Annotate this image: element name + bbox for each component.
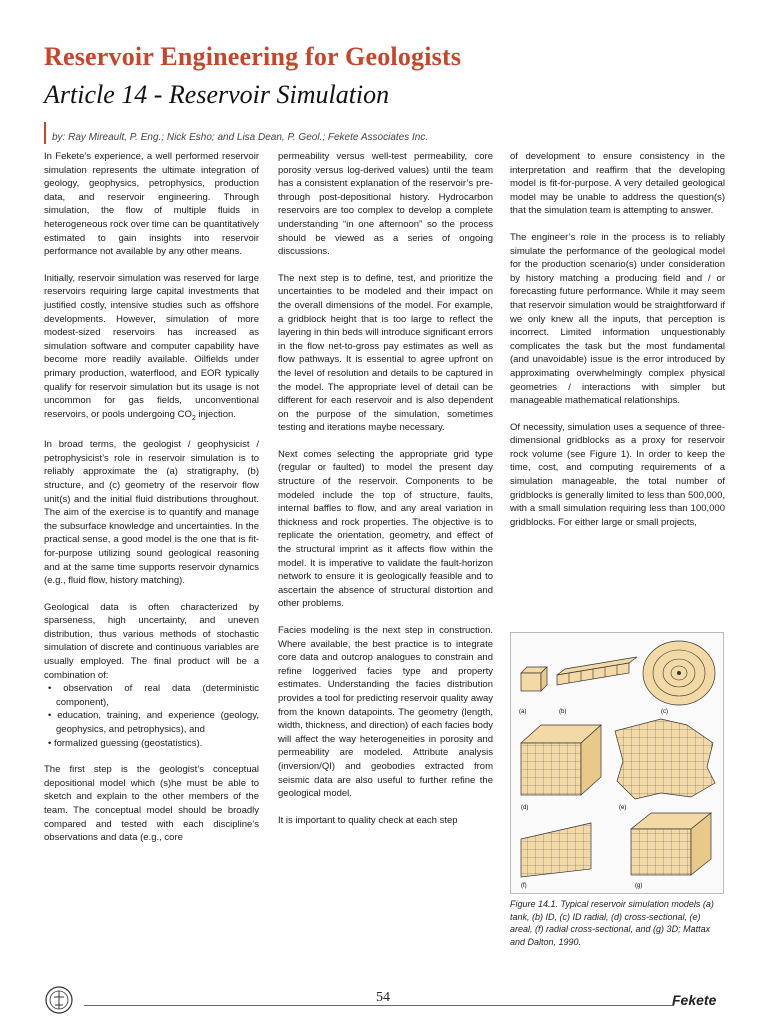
fekete-logo xyxy=(672,990,728,1010)
paragraph: Geological data is often characterized by sparseness, high uncertainty, and uneven distribution, thus various methods of stochastic simulation of discrete and continuous variables are usually employed. The final product will be a combination of: xyxy=(44,601,259,681)
column-3 xyxy=(510,150,725,542)
page-number: 54 xyxy=(376,990,390,1005)
byline-accent-bar xyxy=(44,122,46,144)
byline: by: Ray Mireault, P. Eng.; Nick Esho; and Lisa Dean, P. Geol.; Fekete Associates Inc. xyxy=(52,132,429,143)
areal-model xyxy=(615,719,715,799)
column-1 xyxy=(44,150,259,858)
paragraph: The first step is the geologist’s conceptual depositional model which (s)he must be able to sketch and explain to the other members of the team. The conceptual model should be broadly compared and tested with each discipline’s observations and data (e.g., core xyxy=(44,764,259,844)
radial-1d-model xyxy=(643,641,715,705)
label-e: (e) xyxy=(619,805,627,811)
society-seal-icon xyxy=(44,985,74,1015)
column-2 xyxy=(278,150,493,840)
figure-caption: Figure 14.1. Typical reservoir simulation models (a) tank, (b) ID, (c) ID radial, (d) cross-sectional, (e) areal, (f) radial cross-sectional, and (g) 3D; Mattax and Dalton, 1990. xyxy=(510,899,714,947)
paragraph: Of necessity, simulation uses a sequence of three-dimensional gridblocks as a proxy for reservoir rock volume (see Figure 1). In order to keep the time, cost, and computing requirements of a simulation manageable, the total number of gridblocks is generally limited to less than 500,000, with a small simulation requiring less than 100,000 gridblocks. For either large or small projects, xyxy=(510,421,725,528)
label-b: (b) xyxy=(559,709,567,715)
article-title: Article 14 - Reservoir Simulation xyxy=(44,80,390,109)
paragraph: It is important to quality check at each step xyxy=(278,814,458,826)
label-f: (f) xyxy=(521,883,527,889)
paragraph: In Fekete’s experience, a well performed reservoir simulation represents the ultimate integration of geology, geophysics, petrophysics, production data, and reservoir engineering. Through simulation, the flow of multiple fluids in heterogeneous rock over time can be quantitatively estimated to gain insights into reservoir performance not available by any other means. xyxy=(44,151,259,258)
list-item: • education, training, and experience (geology, geophysics, and petrophysics), and xyxy=(44,709,259,736)
label-a: (a) xyxy=(519,709,527,715)
bullet-list xyxy=(44,682,259,750)
cross-sectional-model xyxy=(521,725,601,795)
list-item: • observation of real data (deterministic component), xyxy=(44,682,259,709)
tank-model xyxy=(521,667,547,691)
list-item: • formalized guessing (geostatistics). xyxy=(44,737,259,751)
paragraph: The engineer’s role in the process is to reliably simulate the performance of the geological model for the production scenario(s) under consideration by history matching a producing field and / or forecasting future performance. While it may seem that reservoir simulation would be straightforward if we only knew all the inputs, that perception is incorrect. Limited information unquestionably complicates the task but the most fundamental (and unavoidable) issue is the error introduced by approximating overwhelmingly complex physical geometries / interactions with simpler but manageable mathematical relationships. xyxy=(510,231,725,407)
label-g: (g) xyxy=(635,883,643,889)
paragraph: Facies modeling is the next step in construction. Where available, the best practice is to integrate core data and outcrop analogues to constrain and refine loggerived facies type and property estimates. Understanding the facies distribution provides a tool for predicting reservoir quality away from the known datapoints. The geometry (length, width, thickness, and direction) of each facies body will affect the way heterogeneities in porosity and permeability are modeled. Attribute analysis (inversion/QI) and geobodies extracted from seismic data are also useful to further refine the geological model. xyxy=(278,625,493,800)
linear-1d-model xyxy=(557,657,637,685)
figure-simulation-models xyxy=(510,632,724,894)
svg-text:Fekete: Fekete xyxy=(672,992,717,1008)
article-series-title: Reservoir Engineering for Geologists xyxy=(44,42,462,71)
paragraph: permeability versus well-test permeability, core porosity versus log-derived values) until the team has a consistent explanation of the reservoir’s pre- through post-depositional history. Hydrocarbon reservoirs are too complex to develop a complete understanding “in one afternoon” so the process should be viewed as a series of ongoing discussions. xyxy=(278,151,493,258)
label-d: (d) xyxy=(521,805,529,811)
3d-model xyxy=(631,813,711,875)
figure-diagram xyxy=(511,633,723,893)
paragraph: The next step is to define, test, and prioritize the uncertainties to be modeled and their impact on the overall dimensions of the model. For example, a gridblock height that is too large to reflect the layering in thin beds will introduce significant errors in the flow net-to-gross pay estimates as well as flow pathways. It is essential to agree upfront on the level of resolution and details to be captured in the model. The appropriate level of detail can be different for each reservoir and is also dependent on the purpose of the simulation, sometimes testing and iterations maybe necessary. xyxy=(278,272,493,434)
label-c: (c) xyxy=(661,709,668,715)
paragraph: In broad terms, the geologist / geophysicist / petrophysicist’s role in reservoir simulation is to reliably approximate the (a) stratigraphy, (b) structure, and (c) geometry of the reservoir flow unit(s) and the initial fluid distributions throughout. The aim of the exercise is to quantify and manage the subsurface knowledge and uncertainties. In the practical sense, a good model is the one that is fit-for-purpose utilizing sound geological reasoning and at the same time supports reservoir dynamics (e.g., fluid flow, history matching). xyxy=(44,439,259,587)
paragraph: of development to ensure consistency in the interpretation and reaffirm that the developing model is fit-for-purpose. A very detailed geological model may be unable to address the question(s) that the simulation team is attempting to answer. xyxy=(510,151,725,217)
paragraph: Next comes selecting the appropriate grid type (regular or faulted) to model the present day structure of the reservoir. Components to be modeled include the top of structure, faults, internal baffles to flow, and any areal variation in thickness and rock properties. The objective is to replicate the orientation, geometry, and effect of the structural imprint as it affects flow within the model. It is imperative to validate the fault-horizon network to ensure it is geologically feasible and to ascertain the absence of structural distortion and other problems. xyxy=(278,448,493,610)
radial-cross-sectional-model xyxy=(521,823,591,877)
paragraph: Initially, reservoir simulation was reserved for large reservoirs requiring large capital investments that justified costly, intensive studies such as offshore developments. However, simulation of more modest-sized reservoirs has increased as simulation software and computer capability have become more readily available. Oilfields under primary production, waterflood, and EOR typically qualify for reservoir simulation but its usage is not uncommon for gas fields, unconventional reservoirs, or pools undergoing $CO_2$ injection. xyxy=(44,272,259,422)
